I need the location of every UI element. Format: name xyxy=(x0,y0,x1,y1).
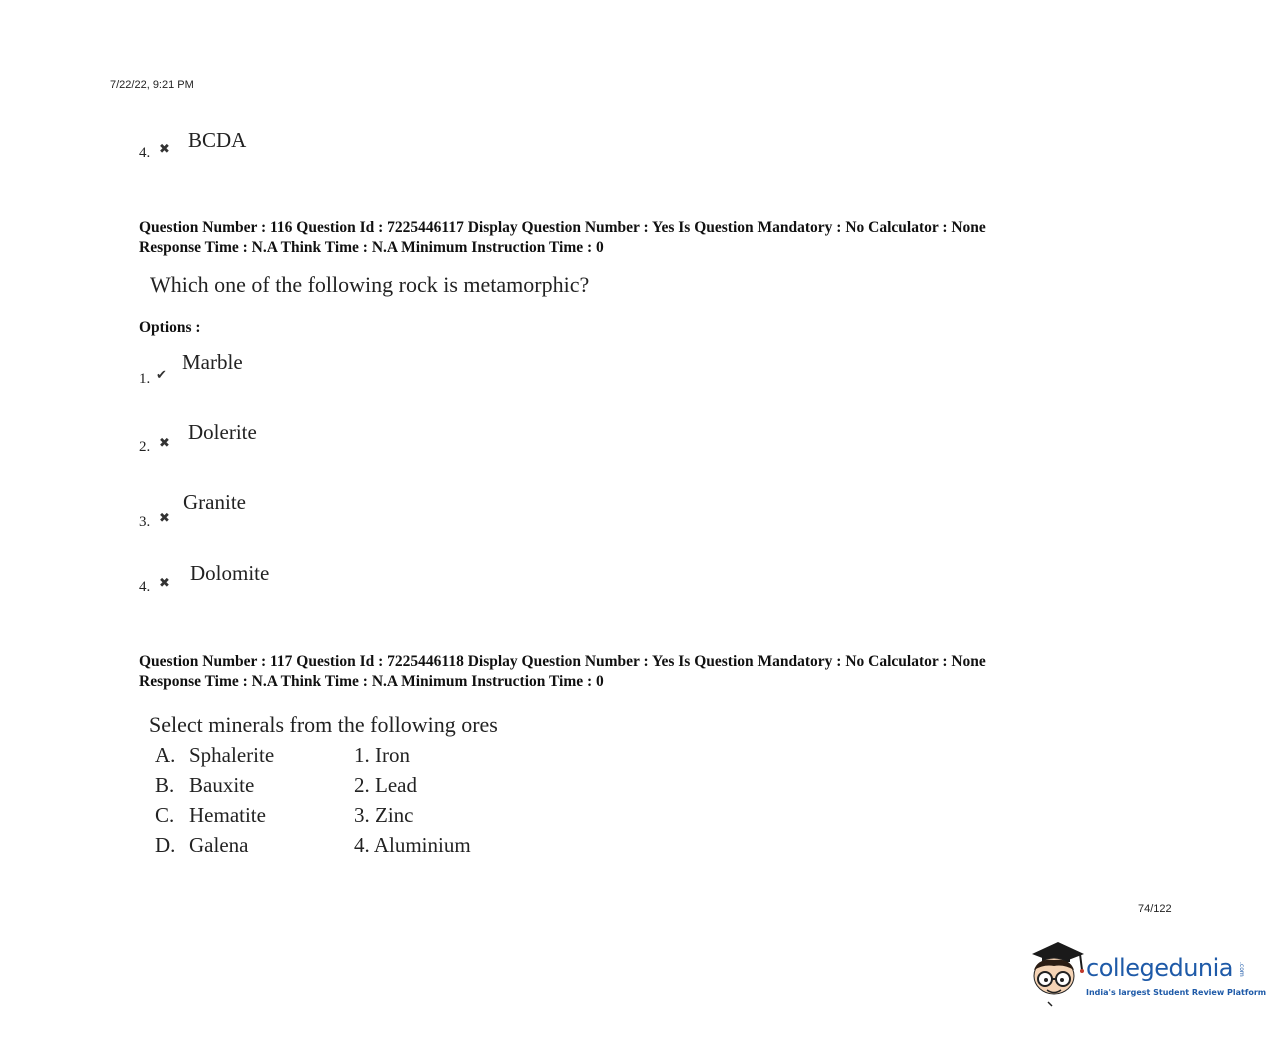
option-text: Granite xyxy=(183,490,246,514)
option-text: Dolerite xyxy=(188,420,257,444)
option-number: 4. xyxy=(139,579,151,595)
match-item: 1. Iron xyxy=(354,743,410,767)
logo-wordmark: collegedunia xyxy=(1086,954,1234,982)
option-number: 1. xyxy=(139,371,151,387)
collegedunia-logo xyxy=(1024,940,1267,1010)
match-letter: A. xyxy=(155,743,176,767)
print-timestamp: 7/22/22, 9:21 PM xyxy=(110,79,194,91)
option-number: 4. xyxy=(139,145,151,161)
question-meta-line2: Response Time : N.A Think Time : N.A Minimum Instruction Time : 0 xyxy=(139,239,604,256)
question-text: Select minerals from the following ores xyxy=(149,712,498,737)
match-item: 2. Lead xyxy=(354,773,417,797)
option-number: 2. xyxy=(139,439,151,455)
match-item: 4. Aluminium xyxy=(354,833,471,857)
question-text: Which one of the following rock is metamorphic? xyxy=(150,272,590,297)
cross-icon: ✖ xyxy=(159,511,170,526)
cross-icon: ✖ xyxy=(159,436,170,451)
question-meta-line2: Response Time : N.A Think Time : N.A Minimum Instruction Time : 0 xyxy=(139,673,604,690)
match-item: Sphalerite xyxy=(189,743,275,767)
cross-icon: ✖ xyxy=(159,142,170,157)
match-letter: D. xyxy=(155,833,176,857)
question-meta-line1: Question Number : 117 Question Id : 7225446118 Display Question Number : Yes Is Question Mandatory : No Calculator : None xyxy=(139,653,986,670)
option-number: 3. xyxy=(139,514,151,530)
mascot-icon xyxy=(1024,940,1086,1008)
logo-com: .com xyxy=(1238,962,1245,977)
page-number: 74/122 xyxy=(1138,903,1172,915)
logo-tagline: India's largest Student Review Platform xyxy=(1086,988,1267,997)
match-letter: C. xyxy=(155,803,175,827)
option-text: Marble xyxy=(182,350,243,374)
match-letter: B. xyxy=(155,773,175,797)
option-text: Dolomite xyxy=(190,561,270,585)
match-item: Galena xyxy=(189,833,249,857)
match-item: Bauxite xyxy=(189,773,255,797)
match-item: 3. Zinc xyxy=(354,803,414,827)
match-item: Hematite xyxy=(189,803,266,827)
check-icon: ✔ xyxy=(156,368,167,383)
option-text: BCDA xyxy=(188,128,247,152)
cross-icon: ✖ xyxy=(159,576,170,591)
question-meta-line1: Question Number : 116 Question Id : 7225446117 Display Question Number : Yes Is Question Mandatory : No Calculator : None xyxy=(139,219,986,236)
options-label: Options : xyxy=(139,319,201,336)
